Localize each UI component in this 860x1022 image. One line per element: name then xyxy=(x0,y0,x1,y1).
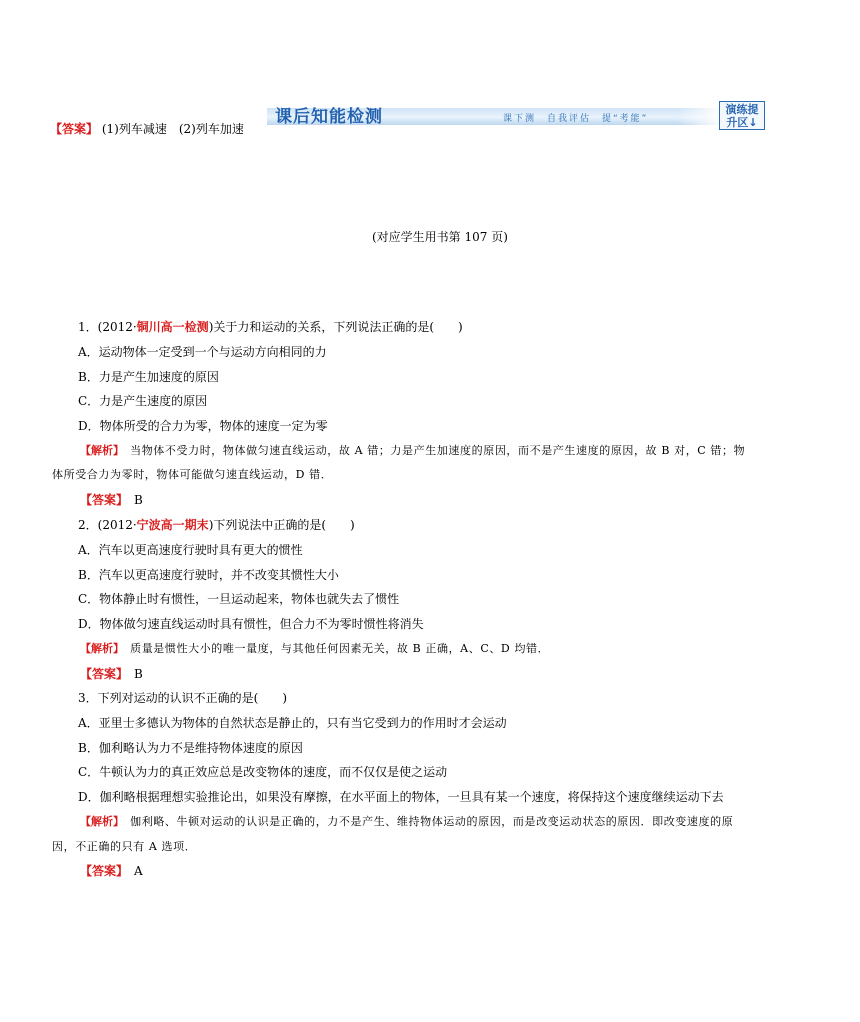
question-1-stem: 1．(2012·铜川高一检测)关于力和运动的关系，下列说法正确的是( ) xyxy=(78,320,463,334)
question-2-stem: 2．(2012·宁波高一期末)下列说法中正确的是( ) xyxy=(78,518,355,532)
analysis-label: 【解析】 xyxy=(80,815,119,828)
question-2-option-b: B．汽车以更高速度行驶时，并不改变其惯性大小 xyxy=(78,568,339,582)
question-1-option-d: D．物体所受的合力为零，物体的速度一定为零 xyxy=(78,419,328,433)
question-3-option-b: B．伽利略认为力不是维持物体速度的原因 xyxy=(78,741,303,755)
question-3-analysis-cont: 因，不正确的只有 A 选项． xyxy=(52,840,197,853)
question-3-option-a: A．亚里士多德认为物体的自然状态是静止的，只有当它受到力的作用时才会运动 xyxy=(78,716,507,730)
answer-text: (1)列车减速 (2)列车加速 xyxy=(101,122,244,136)
analysis-label: 【解析】 xyxy=(80,642,119,655)
question-1-analysis-cont: 体所受合力为零时，物体可能做匀速直线运动，D 错． xyxy=(52,468,333,481)
answer-label: 【答案】 xyxy=(80,864,123,878)
top-answer-line xyxy=(50,120,244,137)
question-2-option-a: A．汽车以更高速度行驶时具有更大的惯性 xyxy=(78,543,303,557)
question-1-option-c: C．力是产生速度的原因 xyxy=(78,394,208,408)
answer-label: 【答案】 xyxy=(50,122,99,136)
analysis-label: 【解析】 xyxy=(80,444,119,457)
question-2-option-d: D．物体做匀速直线运动时具有惯性，但合力不为零时惯性将消失 xyxy=(78,617,424,631)
section-banner xyxy=(257,98,770,134)
question-3-stem: 3．下列对运动的认识不正确的是( ) xyxy=(78,691,287,705)
question-3-analysis: 【解析】 伽利略、牛顿对运动的认识是正确的，力不是产生、维持物体运动的原因，而是改变运动状态的原因．即改变速度的原 xyxy=(80,815,734,828)
question-3-answer: 【答案】 A xyxy=(80,864,143,878)
box-line-2: 升区↓ xyxy=(726,116,758,129)
practice-area-button[interactable] xyxy=(719,101,765,130)
question-1-option-b: B．力是产生加速度的原因 xyxy=(78,370,219,384)
page-reference: (对应学生用书第 107 页) xyxy=(372,230,508,244)
answer-label: 【答案】 xyxy=(80,667,123,681)
banner-title: 课后知能检测 xyxy=(275,107,383,127)
answer-label: 【答案】 xyxy=(80,493,123,507)
question-1-answer: 【答案】 B xyxy=(80,493,143,507)
question-2-analysis: 【解析】 质量是惯性大小的唯一量度，与其他任何因素无关，故 B 正确，A、C、D 均错． xyxy=(80,642,550,655)
question-1-analysis: 【解析】 当物体不受力时，物体做匀速直线运动，故 A 错；力是产生加速度的原因，而不是产生速度的原因，故 B 对，C 错；物 xyxy=(80,444,746,457)
question-source: 宁波高一期末 xyxy=(136,518,209,532)
box-line-1: 演练提 xyxy=(725,103,759,116)
banner-slogan: 课下测 自我评估 提“考能” xyxy=(503,114,649,124)
question-source: 铜川高一检测 xyxy=(136,320,209,334)
question-3-option-d: D．伽利略根据理想实验推论出，如果没有摩擦，在水平面上的物体，一旦具有某一个速度，将保持这个速度继续运动下去 xyxy=(78,790,724,804)
question-1-option-a: A．运动物体一定受到一个与运动方向相同的力 xyxy=(78,345,327,359)
question-2-option-c: C．物体静止时有惯性，一旦运动起来，物体也就失去了惯性 xyxy=(78,592,400,606)
question-3-option-c: C．牛顿认为力的真正效应总是改变物体的速度，而不仅仅是使之运动 xyxy=(78,765,448,779)
question-2-answer: 【答案】 B xyxy=(80,667,143,681)
